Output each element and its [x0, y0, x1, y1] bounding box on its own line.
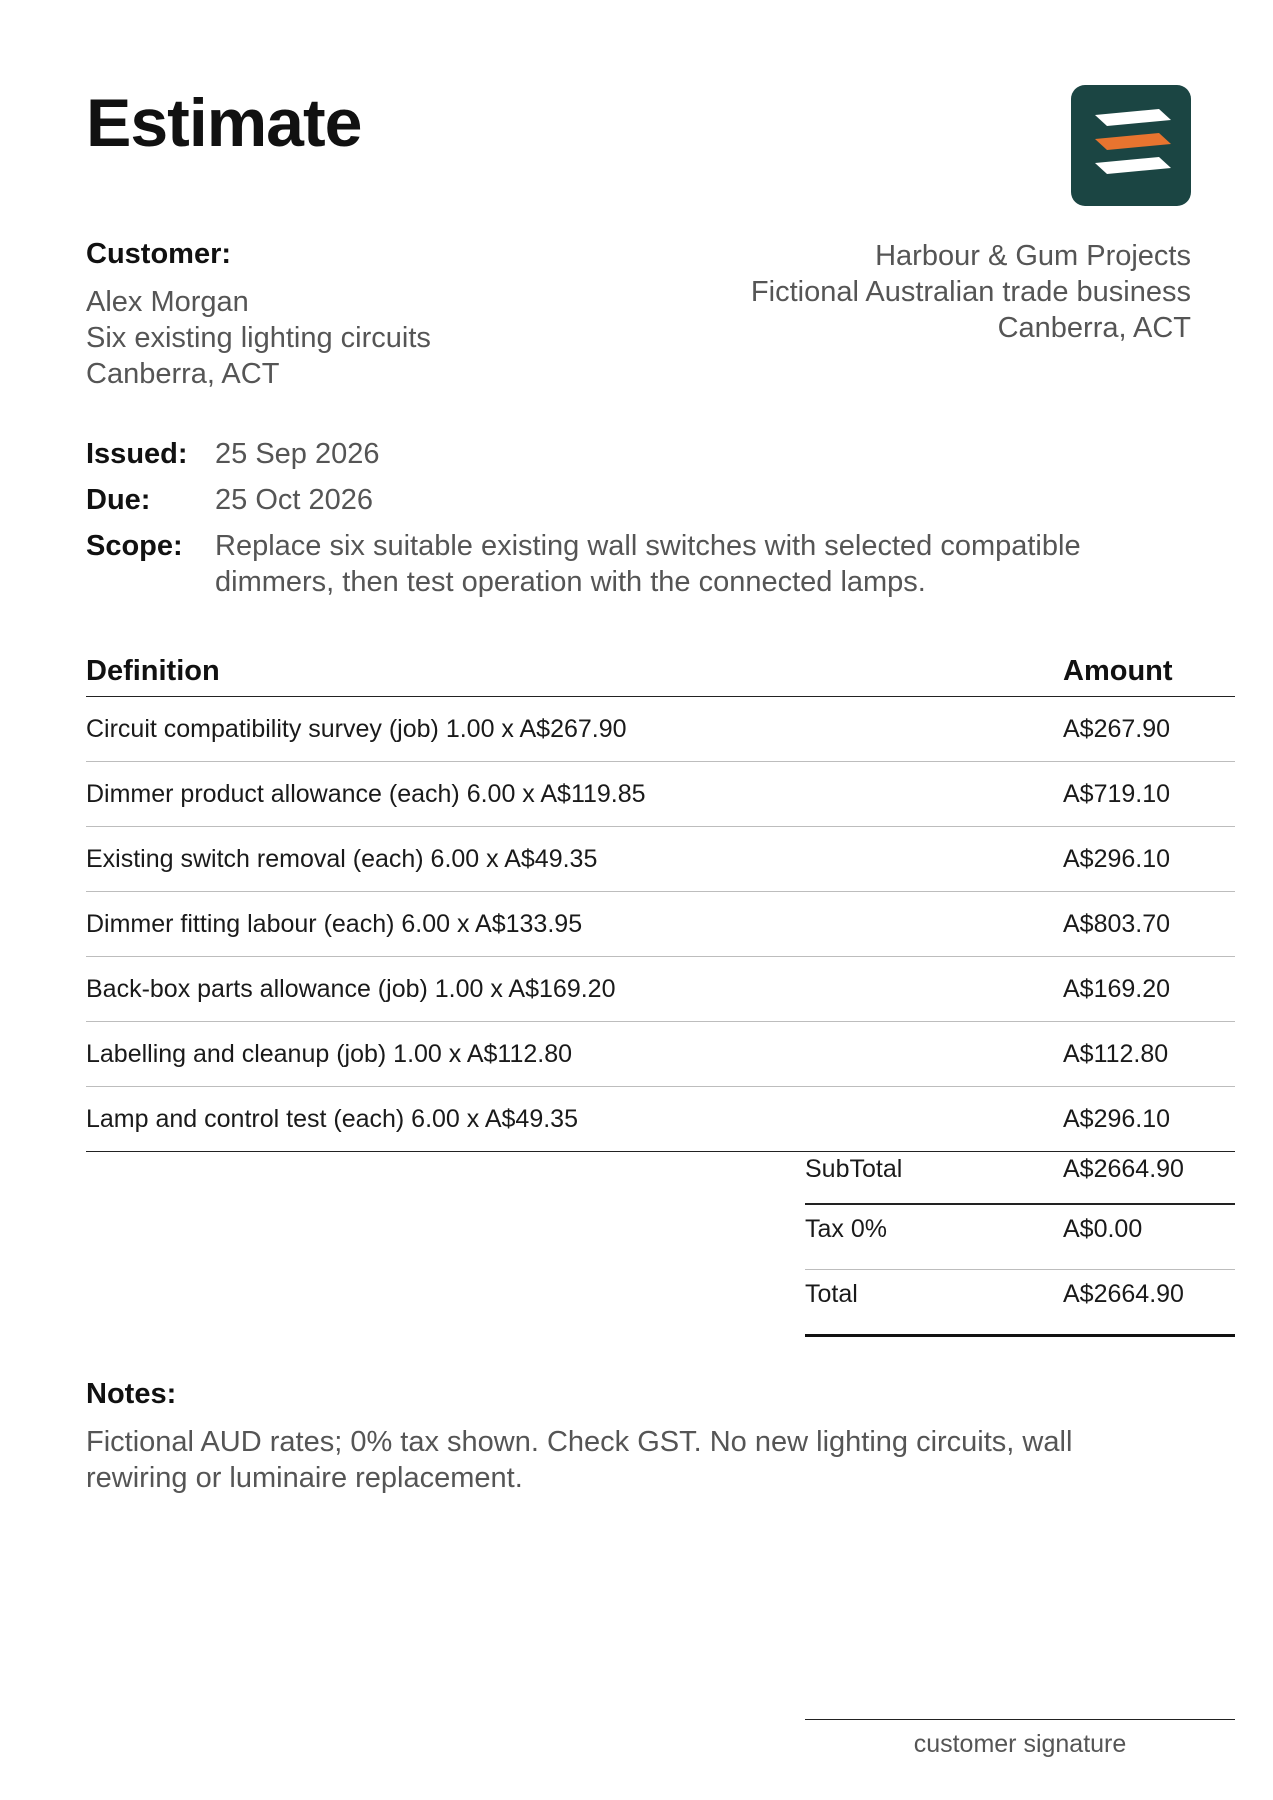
row-amount: A$296.10 — [1063, 1105, 1171, 1133]
issued-label: Issued: — [86, 438, 188, 470]
row-amount: A$719.10 — [1063, 780, 1171, 808]
amount-header: Amount — [1063, 655, 1173, 687]
subtotal-value: A$2664.90 — [1063, 1155, 1184, 1183]
notes-text: Fictional AUD rates; 0% tax shown. Check GST. No new lighting circuits, wall rewiring or luminaire replacement. — [86, 1426, 1073, 1494]
definition-header: Definition — [86, 655, 220, 687]
row-amount: A$803.70 — [1063, 910, 1171, 938]
signature-label: customer signature — [913, 1730, 1127, 1758]
total-value: A$2664.90 — [1063, 1280, 1184, 1308]
customer-details — [86, 284, 431, 392]
row-definition: Circuit compatibility survey (job) 1.00 x A$267.90 — [86, 715, 627, 743]
row-definition: Back-box parts allowance (job) 1.00 x A$169.20 — [86, 975, 616, 1003]
row-definition: Labelling and cleanup (job) 1.00 x A$112.80 — [86, 1040, 573, 1068]
business-details — [751, 238, 1191, 346]
subtotal-label: SubTotal — [805, 1155, 903, 1183]
tax-value: A$0.00 — [1063, 1215, 1143, 1243]
table-row — [86, 1022, 1235, 1087]
row-definition: Dimmer fitting labour (each) 6.00 x A$133.95 — [86, 910, 583, 938]
table-row — [86, 957, 1235, 1022]
business-line-2: Fictional Australian trade business — [750, 276, 1191, 308]
total-row — [805, 1270, 1235, 1337]
due-date: 25 Oct 2026 — [215, 484, 373, 516]
business-name: Harbour & Gum Projects — [875, 240, 1191, 272]
due-label: Due: — [86, 484, 151, 516]
row-definition: Existing switch removal (each) 6.00 x A$49.35 — [86, 845, 598, 873]
due-row — [86, 482, 1186, 518]
customer-label: Customer: — [86, 238, 232, 270]
row-amount: A$296.10 — [1063, 845, 1171, 873]
subtotal-row — [805, 1145, 1235, 1205]
table-header — [86, 650, 1235, 697]
row-amount: A$169.20 — [1063, 975, 1171, 1003]
table-row — [86, 762, 1235, 827]
issued-date: 25 Sep 2026 — [215, 438, 380, 470]
table-row — [86, 892, 1235, 957]
document-title: Estimate — [86, 85, 362, 161]
row-amount: A$267.90 — [1063, 715, 1171, 743]
scope-label: Scope: — [86, 530, 183, 562]
table-row — [86, 697, 1235, 762]
line-items-table — [86, 650, 1235, 1152]
company-logo — [1071, 85, 1191, 206]
tax-label: Tax 0% — [805, 1215, 887, 1243]
business-line-3: Canberra, ACT — [997, 312, 1191, 344]
tax-row — [805, 1205, 1235, 1270]
row-definition: Dimmer product allowance (each) 6.00 x A$119.85 — [86, 780, 646, 808]
customer-line-3: Canberra, ACT — [86, 358, 280, 390]
scope-text: Replace six suitable existing wall switches with selected compatible dimmers, then test operation with the connected lamps. — [215, 530, 1081, 598]
row-amount: A$112.80 — [1063, 1040, 1169, 1068]
signature-line — [805, 1719, 1235, 1720]
table-row — [86, 1087, 1235, 1152]
row-definition: Lamp and control test (each) 6.00 x A$49.35 — [86, 1105, 578, 1133]
total-label: Total — [805, 1280, 858, 1308]
scope-row — [86, 528, 1186, 600]
totals-block — [805, 1145, 1235, 1337]
issued-row — [86, 436, 1186, 472]
customer-line-2: Six existing lighting circuits — [86, 322, 431, 354]
customer-name: Alex Morgan — [86, 286, 249, 318]
notes-label: Notes: — [86, 1378, 177, 1410]
table-row — [86, 827, 1235, 892]
